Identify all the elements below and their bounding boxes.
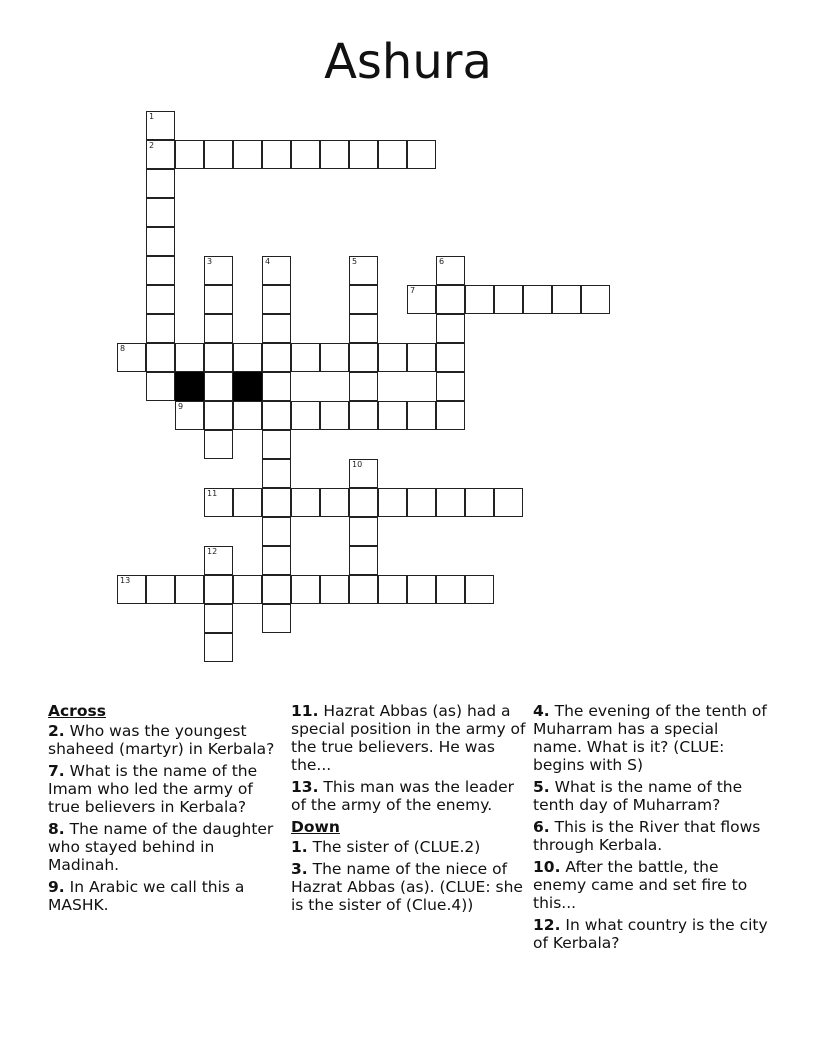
grid-cell[interactable]	[349, 140, 378, 169]
grid-cell[interactable]	[146, 256, 175, 285]
grid-cell[interactable]	[291, 140, 320, 169]
grid-cell[interactable]	[436, 285, 465, 314]
grid-cell[interactable]	[378, 343, 407, 372]
grid-cell[interactable]	[320, 401, 349, 430]
grid-cell[interactable]	[175, 401, 204, 430]
clue-number: 3	[207, 257, 213, 266]
grid-cell[interactable]	[581, 285, 610, 314]
grid-cell[interactable]	[262, 401, 291, 430]
grid-cell[interactable]	[262, 343, 291, 372]
grid-cell[interactable]	[378, 140, 407, 169]
grid-cell[interactable]	[204, 314, 233, 343]
clue-across-13: 13. This man was the leader of the army of the enemy.	[291, 778, 514, 814]
grid-cell[interactable]	[233, 575, 262, 604]
grid-cell[interactable]	[146, 140, 175, 169]
grid-cell[interactable]	[436, 314, 465, 343]
grid-cell[interactable]	[175, 140, 204, 169]
grid-cell[interactable]	[204, 546, 233, 575]
grid-cell[interactable]	[204, 256, 233, 285]
grid-cell[interactable]	[146, 314, 175, 343]
clue-number: 1	[149, 112, 155, 121]
clue-column-2	[291, 702, 527, 918]
grid-cell[interactable]	[146, 575, 175, 604]
grid-cell[interactable]	[320, 488, 349, 517]
grid-cell[interactable]	[262, 488, 291, 517]
grid-cell[interactable]	[146, 343, 175, 372]
grid-cell[interactable]	[320, 140, 349, 169]
clue-number: 12	[207, 547, 218, 556]
clue-down-12: 12. In what country is the city of Kerbala?	[533, 916, 768, 952]
grid-cell[interactable]	[146, 372, 175, 401]
grid-cell[interactable]	[349, 314, 378, 343]
grid-cell[interactable]	[204, 633, 233, 662]
grid-cell[interactable]	[291, 343, 320, 372]
grid-cell[interactable]	[262, 546, 291, 575]
grid-cell[interactable]	[436, 256, 465, 285]
grid-cell[interactable]	[523, 285, 552, 314]
grid-cell[interactable]	[146, 285, 175, 314]
grid-cell[interactable]	[262, 256, 291, 285]
grid-cell[interactable]	[320, 575, 349, 604]
grid-cell[interactable]	[291, 488, 320, 517]
grid-cell[interactable]	[262, 285, 291, 314]
clue-number: 6	[439, 257, 445, 266]
grid-cell[interactable]	[407, 575, 436, 604]
grid-cell[interactable]	[407, 285, 436, 314]
grid-cell[interactable]	[436, 575, 465, 604]
grid-cell[interactable]	[117, 575, 146, 604]
clue-number: 5	[352, 257, 358, 266]
grid-cell[interactable]	[291, 401, 320, 430]
clue-number: 4	[265, 257, 271, 266]
grid-cell[interactable]	[436, 372, 465, 401]
grid-cell[interactable]	[204, 575, 233, 604]
grid-cell[interactable]	[262, 604, 291, 633]
grid-cell[interactable]	[204, 343, 233, 372]
clue-down-10: 10. After the battle, the enemy came and set fire to this...	[533, 858, 748, 912]
grid-cell[interactable]	[552, 285, 581, 314]
puzzle-title: Ashura	[324, 34, 492, 90]
grid-cell[interactable]	[436, 488, 465, 517]
grid-cell[interactable]	[291, 575, 320, 604]
grid-cell[interactable]	[262, 140, 291, 169]
across-heading: Across	[48, 702, 106, 720]
grid-cell[interactable]	[204, 401, 233, 430]
clue-number: 8	[120, 344, 126, 353]
grid-cell[interactable]	[146, 227, 175, 256]
grid-cell[interactable]	[349, 401, 378, 430]
clue-down-5: 5. What is the name of the tenth day of Muharram?	[533, 778, 743, 814]
grid-cell[interactable]	[349, 459, 378, 488]
grid-cell[interactable]	[378, 575, 407, 604]
clue-across-8: 8. The name of the daughter who stayed behind in Madinah.	[48, 820, 274, 874]
grid-cell[interactable]	[146, 111, 175, 140]
clue-number: 7	[410, 286, 416, 295]
grid-cell[interactable]	[494, 285, 523, 314]
grid-cell[interactable]	[465, 488, 494, 517]
clue-column-3	[533, 702, 769, 956]
grid-cell[interactable]	[146, 198, 175, 227]
grid-cell[interactable]	[262, 459, 291, 488]
grid-cell[interactable]	[407, 140, 436, 169]
grid-cell[interactable]	[465, 575, 494, 604]
clue-number: 9	[178, 402, 184, 411]
grid-cell[interactable]	[117, 343, 146, 372]
clue-down-4: 4. The evening of the tenth of Muharram has a special name. What is it? (CLUE: begins with S)	[533, 702, 767, 774]
grid-cell[interactable]	[204, 488, 233, 517]
grid-cell[interactable]	[349, 575, 378, 604]
clue-down-3: 3. The name of the niece of Hazrat Abbas (as). (CLUE: she is the sister of (Clue.4))	[291, 860, 523, 914]
grid-cell[interactable]	[436, 343, 465, 372]
clue-number: 10	[352, 460, 363, 469]
clue-number: 2	[149, 141, 155, 150]
black-square	[175, 372, 204, 401]
down-heading: Down	[291, 818, 340, 836]
grid-cell[interactable]	[407, 401, 436, 430]
grid-cell[interactable]	[349, 285, 378, 314]
grid-cell[interactable]	[204, 372, 233, 401]
clue-number: 13	[120, 576, 131, 585]
grid-cell[interactable]	[146, 169, 175, 198]
grid-cell[interactable]	[204, 430, 233, 459]
grid-cell[interactable]	[494, 488, 523, 517]
grid-cell[interactable]	[436, 401, 465, 430]
grid-cell[interactable]	[349, 546, 378, 575]
grid-cell[interactable]	[320, 343, 349, 372]
grid-cell[interactable]	[262, 575, 291, 604]
grid-cell[interactable]	[378, 401, 407, 430]
grid-cell[interactable]	[175, 343, 204, 372]
grid-cell[interactable]	[233, 343, 262, 372]
grid-cell[interactable]	[262, 372, 291, 401]
grid-cell[interactable]	[233, 401, 262, 430]
clue-across-7: 7. What is the name of the Imam who led the army of true believers in Kerbala?	[48, 762, 258, 816]
clue-across-9: 9. In Arabic we call this a MASHK.	[48, 878, 245, 914]
grid-cell[interactable]	[407, 343, 436, 372]
grid-cell[interactable]	[349, 488, 378, 517]
grid-cell[interactable]	[204, 604, 233, 633]
grid-cell[interactable]	[465, 285, 494, 314]
grid-cell[interactable]	[233, 488, 262, 517]
grid-cell[interactable]	[262, 430, 291, 459]
grid-cell[interactable]	[204, 140, 233, 169]
grid-cell[interactable]	[262, 517, 291, 546]
grid-cell[interactable]	[233, 140, 262, 169]
grid-cell[interactable]	[407, 488, 436, 517]
grid-cell[interactable]	[378, 488, 407, 517]
clue-down-1: 1. The sister of (CLUE.2)	[291, 838, 481, 856]
grid-cell[interactable]	[204, 285, 233, 314]
grid-cell[interactable]	[349, 372, 378, 401]
clue-number: 11	[207, 489, 218, 498]
clue-down-6: 6. This is the River that flows through Kerbala.	[533, 818, 761, 854]
clue-across-11: 11. Hazrat Abbas (as) had a special position in the army of the true believers. He was the...	[291, 702, 526, 774]
clue-across-2: 2. Who was the youngest shaheed (martyr) in Kerbala?	[48, 722, 275, 758]
grid-cell[interactable]	[349, 343, 378, 372]
grid-cell[interactable]	[349, 517, 378, 546]
grid-cell[interactable]	[175, 575, 204, 604]
black-square	[233, 372, 262, 401]
grid-cell[interactable]	[262, 314, 291, 343]
grid-cell[interactable]	[349, 256, 378, 285]
clue-column-1	[48, 702, 284, 918]
